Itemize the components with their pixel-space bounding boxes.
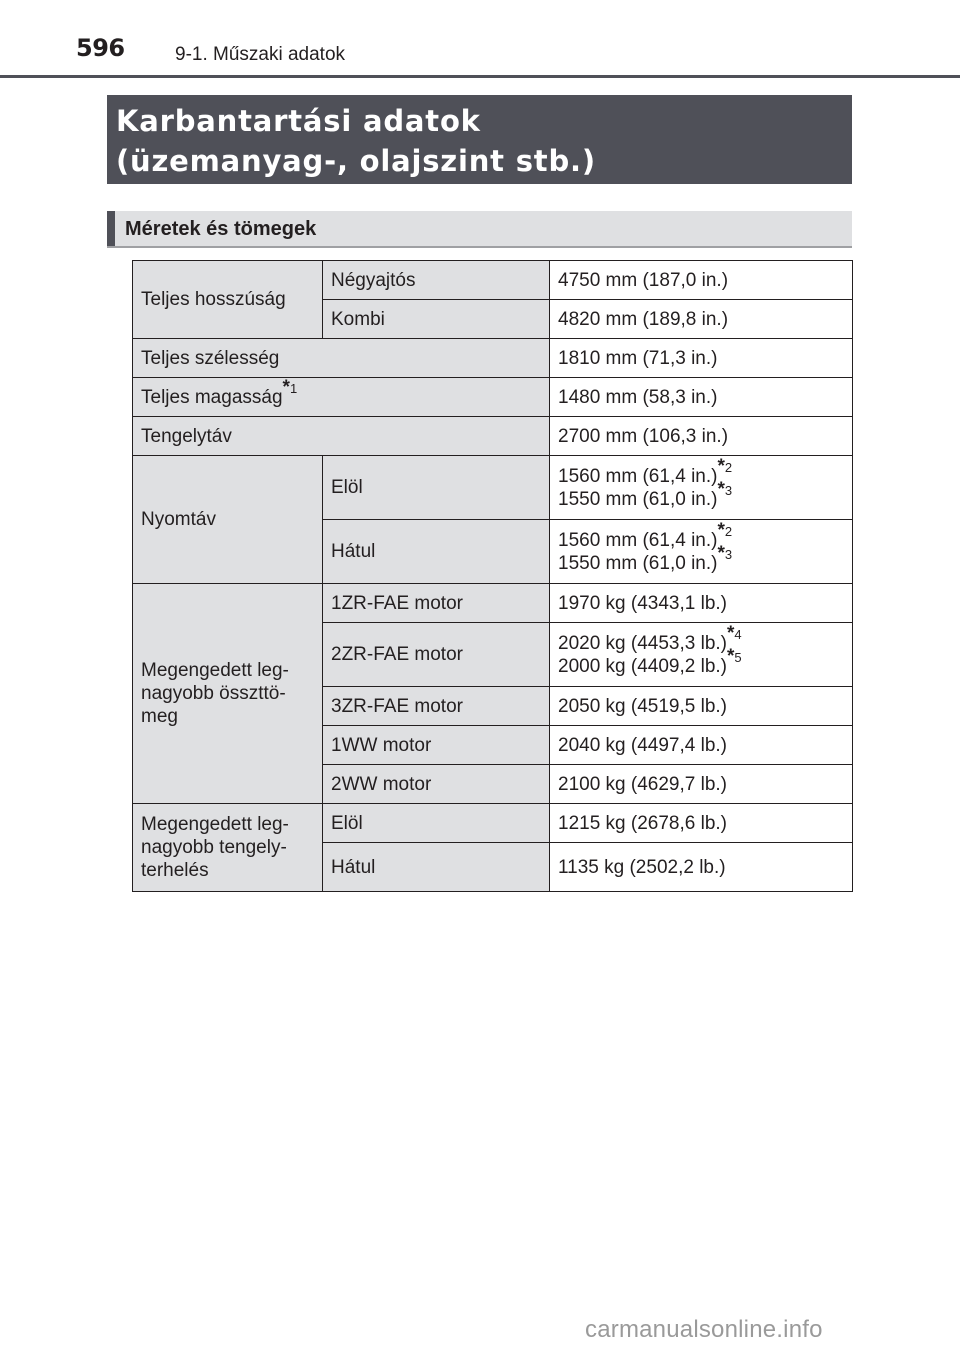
dimensions-weights-table [132, 260, 853, 892]
section-heading: Méretek és tömegek [107, 211, 852, 247]
sub-label-cell: 1ZR-FAE motor [323, 584, 550, 623]
label-cell [133, 378, 550, 417]
label-cell: Tengelytáv [133, 417, 550, 456]
value-cell [550, 456, 853, 520]
footnote-ref [717, 479, 733, 501]
value-line [558, 623, 852, 655]
footnote-number: 3 [724, 483, 733, 499]
footnote-star: * [717, 520, 725, 542]
label-line: terhelés [141, 860, 209, 881]
value-line [558, 543, 852, 575]
value-line [558, 479, 852, 511]
page-number: 596 [76, 34, 125, 62]
table-row [133, 584, 853, 623]
footnote-number: 3 [724, 547, 733, 563]
value-cell: 1480 mm (58,3 in.) [550, 378, 853, 417]
value-cell: 1215 kg (2678,6 lb.) [550, 804, 853, 843]
table-row [133, 339, 853, 378]
footnote-star: * [727, 646, 735, 668]
footnote-number: 2 [724, 524, 733, 540]
section-heading-rule [107, 246, 852, 248]
sub-label-cell: Elöl [323, 804, 550, 843]
section-reference: 9-1. Műszaki adatok [175, 44, 346, 65]
value-line [558, 646, 852, 678]
label-line: Megengedett leg- [141, 660, 289, 681]
label-cell [133, 584, 323, 804]
chapter-title-line-2: (üzemanyag-, olajszint stb.) [116, 144, 596, 178]
table-row [133, 378, 853, 417]
sub-label-cell: Hátul [323, 843, 550, 892]
footnote-number: 5 [734, 650, 742, 666]
value-cell: 2050 kg (4519,5 lb.) [550, 687, 853, 726]
sub-label-cell: 2ZR-FAE motor [323, 623, 550, 687]
footnote-ref [282, 377, 298, 399]
label-cell: Teljes hosszúság [133, 261, 323, 339]
footnote-ref [717, 543, 733, 565]
chapter-title [107, 95, 852, 184]
value-text: 2000 kg (4409,2 lb.) [558, 655, 728, 677]
value-text: 1550 mm (61,0 in.) [558, 552, 718, 574]
value-text: 1550 mm (61,0 in.) [558, 488, 718, 510]
label-cell [133, 804, 323, 892]
table-row [133, 417, 853, 456]
value-cell [550, 520, 853, 584]
footnote-ref [727, 623, 742, 645]
footnote-ref [717, 520, 733, 542]
footnote-number: 2 [724, 460, 733, 476]
footnote-star: * [282, 377, 290, 399]
value-cell: 2040 kg (4497,4 lb.) [550, 726, 853, 765]
sub-label-cell: Kombi [323, 300, 550, 339]
table-row [133, 456, 853, 520]
label-line: meg [141, 706, 178, 727]
footnote-star: * [717, 479, 725, 501]
label-cell: Nyomtáv [133, 456, 323, 584]
header-rule [0, 75, 960, 78]
sub-label-cell: Hátul [323, 520, 550, 584]
sub-label-cell: Elöl [323, 456, 550, 520]
value-cell: 2700 mm (106,3 in.) [550, 417, 853, 456]
watermark: carmanualsonline.info [585, 1316, 823, 1343]
value-cell: 1135 kg (2502,2 lb.) [550, 843, 853, 892]
footnote-star: * [717, 456, 725, 478]
value-cell: 1810 mm (71,3 in.) [550, 339, 853, 378]
value-cell: 4750 mm (187,0 in.) [550, 261, 853, 300]
footnote-number: 1 [289, 381, 298, 397]
value-line [558, 520, 852, 552]
footnote-ref [727, 646, 742, 668]
value-cell: 1970 kg (4343,1 lb.) [550, 584, 853, 623]
value-cell: 2100 kg (4629,7 lb.) [550, 765, 853, 804]
sub-label-cell: 3ZR-FAE motor [323, 687, 550, 726]
value-text: 2020 kg (4453,3 lb.) [558, 632, 728, 654]
label-cell: Teljes szélesség [133, 339, 550, 378]
footnote-number: 4 [734, 627, 742, 643]
footnote-star: * [717, 543, 725, 565]
value-text: 1560 mm (61,4 in.) [558, 465, 718, 487]
sub-label-cell: 2WW motor [323, 765, 550, 804]
value-text: 1560 mm (61,4 in.) [558, 529, 718, 551]
label-line: nagyobb tengely- [141, 837, 287, 858]
sub-label-cell: 1WW motor [323, 726, 550, 765]
table-row [133, 804, 853, 843]
value-line [558, 456, 852, 488]
footnote-star: * [727, 623, 735, 645]
label-line: nagyobb összttö- [141, 683, 286, 704]
value-cell: 4820 mm (189,8 in.) [550, 300, 853, 339]
table-row [133, 261, 853, 300]
value-cell [550, 623, 853, 687]
footnote-ref [717, 456, 733, 478]
chapter-title-line-1: Karbantartási adatok [116, 104, 481, 138]
label-text: Teljes magasság [141, 386, 283, 408]
label-line: Megengedett leg- [141, 814, 289, 835]
sub-label-cell: Négyajtós [323, 261, 550, 300]
